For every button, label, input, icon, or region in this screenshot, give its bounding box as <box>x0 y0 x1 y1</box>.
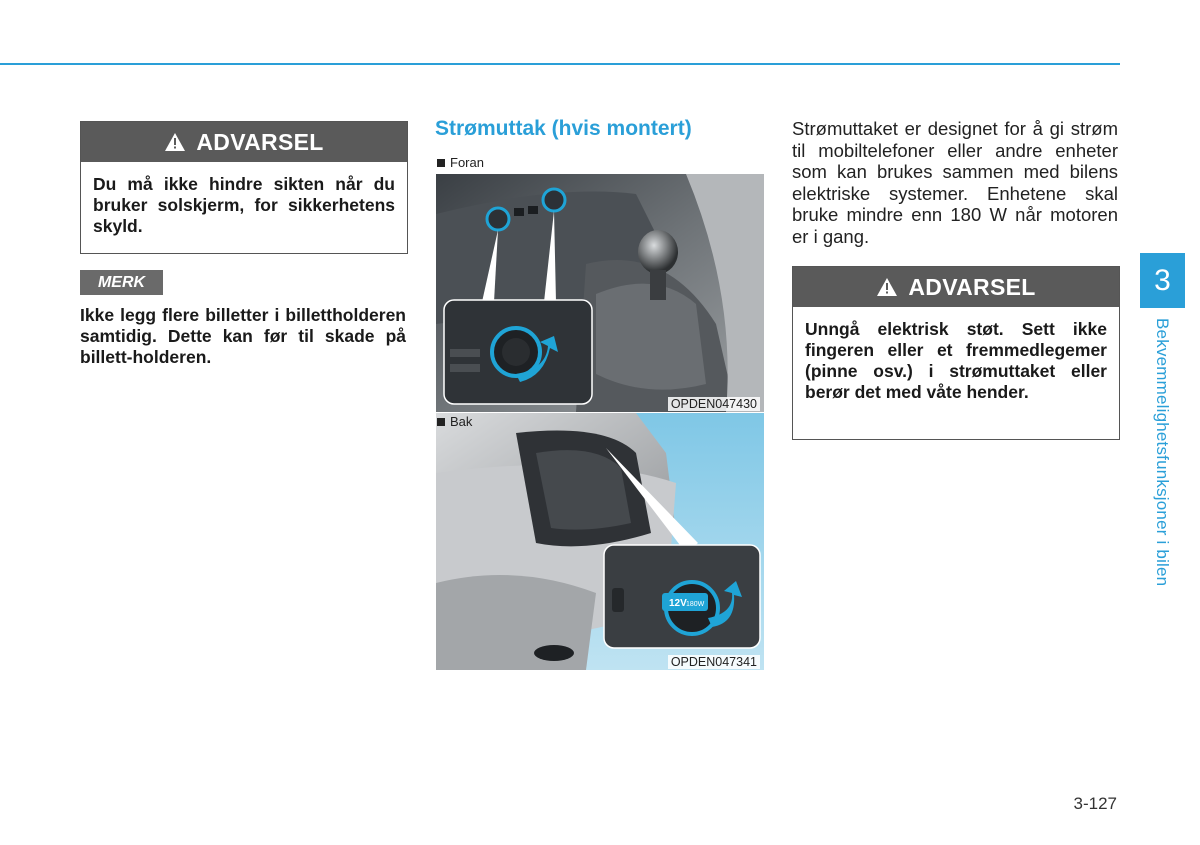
warning-title: ADVARSEL <box>196 128 324 155</box>
square-bullet-icon <box>437 418 445 426</box>
figure-front-power-outlet <box>436 174 764 412</box>
outlet-12v-text: 12V <box>669 598 687 609</box>
figure-rear-power-outlet <box>436 413 764 670</box>
page-number: 3-127 <box>1073 794 1117 813</box>
warning-header <box>81 122 407 162</box>
warning-box-electric-shock <box>792 266 1120 440</box>
warning-text: Du må ikke hindre sikten når du bruker solskjerm, for sikkerhetens skyld. <box>93 174 395 236</box>
warning-text: Unngå elektrisk støt. Sett ikke fingeren eller et fremmedlegemer (pinne osv.) i strømuttaket eller berør det med våte hender. <box>805 319 1107 402</box>
body-paragraph: Strømuttaket er designet for å gi strøm til mobiltelefoner eller andre enheter som kan brukes sammen med bilens elektriske systemer. Enhetene skal bruke mindre enn 180 W når motoren er i gang. <box>792 118 1118 247</box>
figure-label-front: Foran <box>437 155 484 170</box>
warning-triangle-icon <box>164 132 186 152</box>
warning-header <box>793 267 1119 307</box>
note-text: Ikke legg flere billetter i billettholderen samtidig. Dette kan før til skade på billett-holderen. <box>80 305 406 367</box>
note-tag: MERK <box>80 270 163 295</box>
square-bullet-icon <box>437 159 445 167</box>
figure-code: OPDEN047341 <box>668 655 760 669</box>
figure-label-rear: Bak <box>437 414 472 429</box>
figure-code: OPDEN047430 <box>668 397 760 411</box>
section-title: Strømuttak (hvis montert) <box>435 117 692 140</box>
chapter-number-tab: 3 <box>1140 253 1185 308</box>
warning-title: ADVARSEL <box>908 273 1036 300</box>
header-rule <box>0 63 1120 65</box>
trunk-illustration <box>436 413 764 670</box>
outlet-wattage-text: 180W <box>686 601 705 608</box>
warning-box-sunvisor <box>80 121 408 254</box>
warning-triangle-icon <box>876 277 898 297</box>
chapter-title-vertical: Bekvemmelighetsfunksjoner i bilen <box>1153 318 1172 587</box>
console-illustration <box>436 174 764 412</box>
